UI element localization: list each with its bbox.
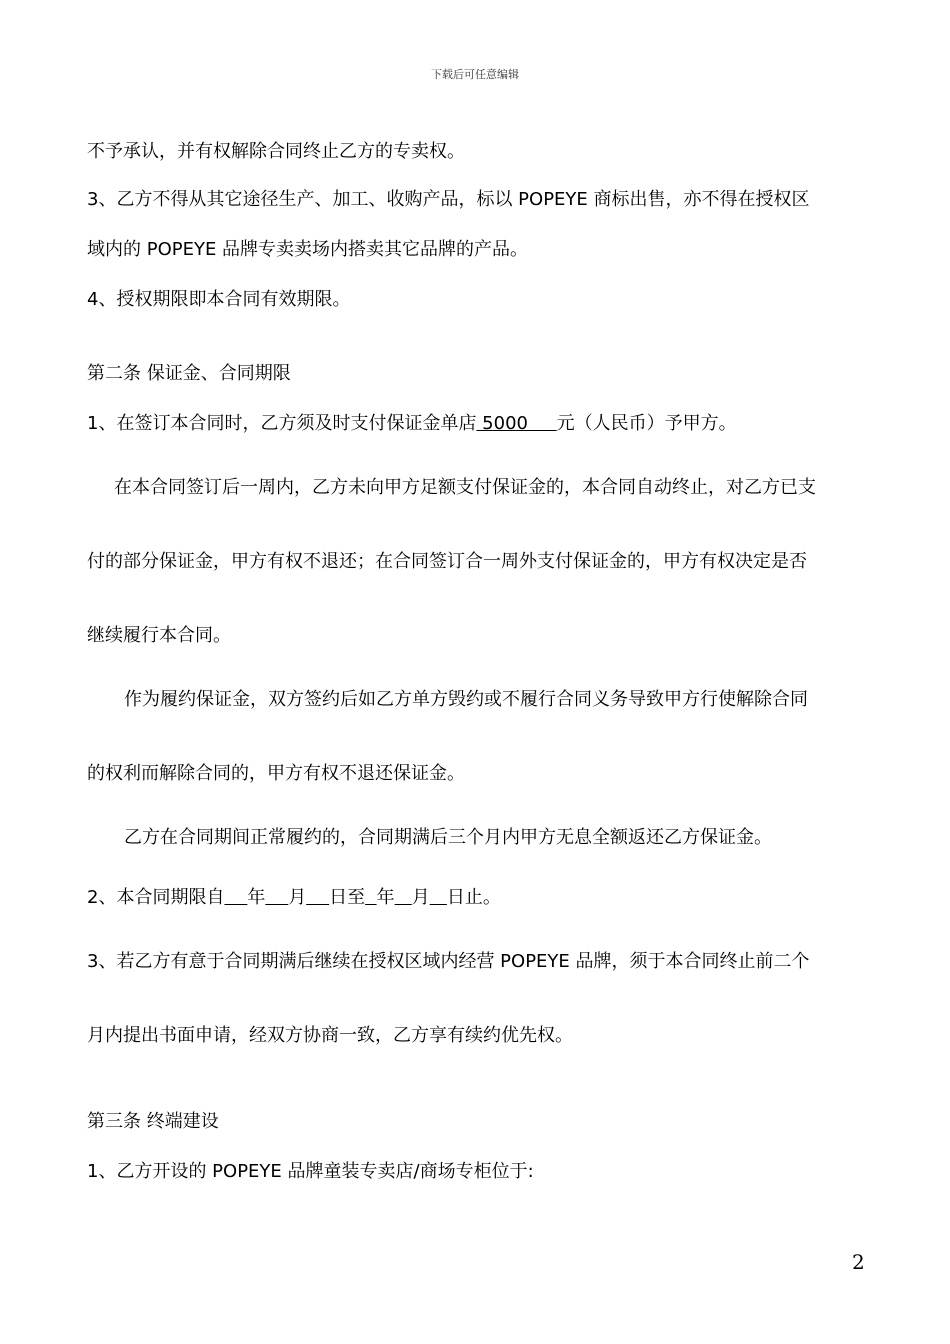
text-run: 元（人民币）予甲方。 xyxy=(556,413,737,434)
text-run: 月 xyxy=(288,887,307,908)
text-line: 继续履行本合同。 xyxy=(87,625,231,646)
text-line: 4、授权期限即本合同有效期限。 xyxy=(87,289,351,310)
text-line: 乙方在合同期间正常履约的，合同期满后三个月内甲方无息全额返还乙方保证金。 xyxy=(124,827,772,848)
text-line: 的权利而解除合同的，甲方有权不退还保证金。 xyxy=(87,763,465,784)
blank-field xyxy=(265,887,288,908)
text-run: 月 xyxy=(411,887,430,908)
section-title: 第二条 保证金、合同期限 xyxy=(87,363,291,384)
text-line: 域内的 POPEYE 品牌专卖卖场内搭卖其它品牌的产品。 xyxy=(87,239,529,260)
text-line: 1、乙方开设的 POPEYE 品牌童装专卖店/商场专柜位于: xyxy=(87,1161,534,1182)
blank-field xyxy=(430,887,447,908)
text-run: 日至 xyxy=(329,887,366,908)
text-run: 1、在签订本合同时，乙方须及时支付保证金单店 xyxy=(87,413,477,434)
text-line: 3、乙方不得从其它途径生产、加工、收购产品，标以 POPEYE 商标出售，亦不得在授权区 xyxy=(87,189,810,210)
section-title: 第三条 终端建设 xyxy=(87,1111,219,1132)
text-line: 月内提出书面申请，经双方协商一致，乙方享有续约优先权。 xyxy=(87,1025,573,1046)
text-run: 日止。 xyxy=(446,887,501,908)
text-run: 年 xyxy=(247,887,266,908)
text-line: 作为履约保证金，双方签约后如乙方单方毁约或不履行合同义务导致甲方行使解除合同 xyxy=(124,689,808,710)
blank-field xyxy=(306,887,329,908)
text-line: 3、若乙方有意于合同期满后继续在授权区域内经营 POPEYE 品牌，须于本合同终止前二个 xyxy=(87,951,810,972)
deposit-amount: 5000 xyxy=(476,413,557,434)
contract-term-line xyxy=(87,886,501,910)
page-number: 2 xyxy=(852,1250,865,1274)
text-line: 付的部分保证金，甲方有权不退还；在合同签订合一周外支付保证金的，甲方有权决定是否 xyxy=(87,551,807,572)
text-line: 不予承认，并有权解除合同终止乙方的专卖权。 xyxy=(87,141,465,162)
blank-field xyxy=(395,887,412,908)
blank-field xyxy=(224,887,247,908)
blank-field xyxy=(365,887,376,908)
text-run: 年 xyxy=(376,887,395,908)
paragraph-deposit xyxy=(87,412,737,436)
text-line: 在本合同签订后一周内，乙方未向甲方足额支付保证金的，本合同自动终止，对乙方已支 xyxy=(114,477,816,498)
text-run: 2、本合同期限自 xyxy=(87,887,225,908)
page-header-note: 下载后可任意编辑 xyxy=(431,68,519,81)
